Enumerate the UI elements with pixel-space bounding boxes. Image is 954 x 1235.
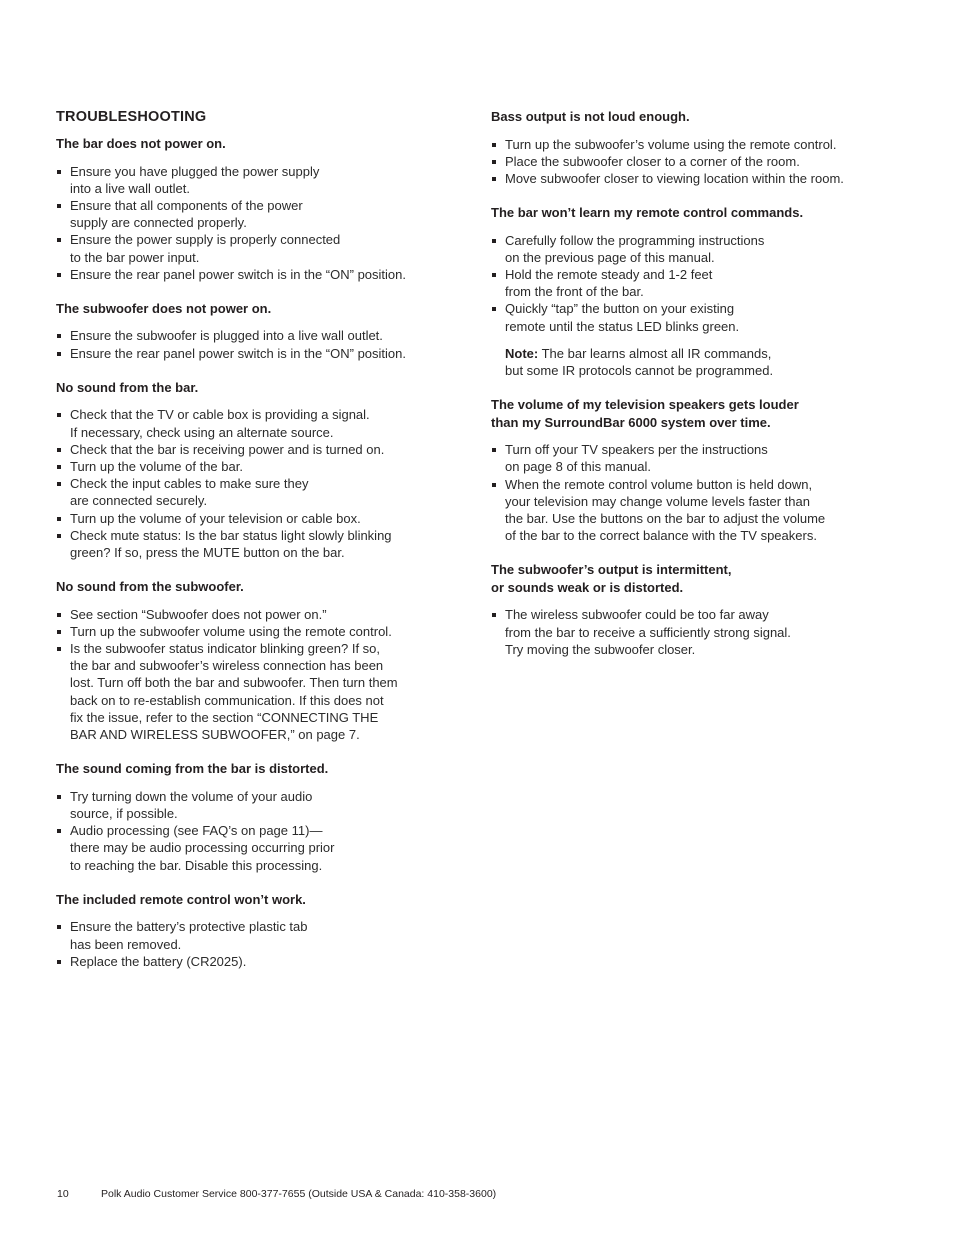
section-tv-speakers-louder bbox=[491, 396, 891, 544]
section-bass-output bbox=[491, 108, 891, 187]
section-remote-learning bbox=[491, 204, 891, 379]
bullet-list bbox=[491, 232, 891, 335]
section-remote-not-working bbox=[56, 891, 456, 970]
section-no-sound-bar bbox=[56, 379, 456, 561]
list-item: Carefully follow the programming instructions on the previous page of this manual. bbox=[491, 232, 891, 266]
page-number: 10 bbox=[57, 1188, 69, 1200]
bullet-list bbox=[56, 606, 456, 744]
list-item: Quickly “tap” the button on your existing remote until the status LED blinks green. bbox=[491, 300, 891, 334]
bullet-list bbox=[491, 606, 891, 658]
section-heading: The subwoofer’s output is intermittent, or sounds weak or is distorted. bbox=[491, 562, 732, 595]
section-subwoofer-intermittent bbox=[491, 561, 891, 658]
list-item: Ensure the rear panel power switch is in the “ON” position. bbox=[56, 266, 456, 283]
list-item: Turn up the volume of the bar. bbox=[56, 458, 456, 475]
note-text: The bar learns almost all IR commands, but some IR protocols cannot be programmed. bbox=[505, 345, 774, 379]
section-heading: The bar does not power on. bbox=[56, 136, 226, 151]
bullet-list bbox=[56, 327, 456, 361]
list-item: Check that the bar is receiving power and is turned on. bbox=[56, 441, 456, 458]
list-item: Ensure the battery’s protective plastic tab has been removed. bbox=[56, 918, 456, 952]
list-item: Turn up the subwoofer volume using the remote control. bbox=[56, 623, 456, 640]
list-item: Check mute status: Is the bar status light slowly blinking green? If so, press the MUTE button on the bar. bbox=[56, 527, 456, 561]
section-heading: The bar won’t learn my remote control commands. bbox=[491, 205, 804, 221]
section-heading: The included remote control won’t work. bbox=[56, 891, 306, 907]
list-item: Ensure that all components of the power supply are connected properly. bbox=[56, 197, 456, 231]
right-column bbox=[491, 108, 891, 675]
list-item: Is the subwoofer status indicator blinking green? If so, the bar and subwoofer’s wireless connection has been lost. Turn off both the bar and subwoofer. Then turn them back on to re-establish communication. If this does not fix the issue, refer to the section “CONNECTING THE BAR AND WIRELESS SUBWOOFER,” on page 7. bbox=[56, 640, 456, 743]
list-item: When the remote control volume button is held down, your television may change volume levels faster than the bar. Use the buttons on the bar to adjust the volume of the bar to the correct balance with the TV speakers. bbox=[491, 476, 891, 545]
bullet-list bbox=[56, 163, 456, 283]
section-bar-no-power bbox=[56, 135, 456, 283]
bullet-list bbox=[56, 918, 456, 970]
section-sound-distorted bbox=[56, 760, 456, 874]
list-item: The wireless subwoofer could be too far away from the bar to receive a sufficiently strong signal. Try moving the subwoofer closer. bbox=[491, 606, 891, 658]
list-item: Try turning down the volume of your audio source, if possible. bbox=[56, 788, 456, 822]
list-item: Move subwoofer closer to viewing location within the room. bbox=[491, 170, 891, 187]
left-column bbox=[56, 108, 456, 987]
list-item: Replace the battery (CR2025). bbox=[56, 953, 456, 970]
list-item: Check the input cables to make sure they are connected securely. bbox=[56, 475, 456, 509]
page-footer bbox=[57, 1188, 496, 1200]
bullet-list bbox=[491, 136, 891, 188]
section-no-sound-subwoofer bbox=[56, 578, 456, 743]
section-subwoofer-no-power bbox=[56, 300, 456, 362]
bullet-list bbox=[56, 406, 456, 561]
list-item: See section “Subwoofer does not power on.” bbox=[56, 606, 456, 623]
page-title: TROUBLESHOOTING bbox=[56, 109, 207, 125]
list-item: Check that the TV or cable box is providing a signal. If necessary, check using an alternate source. bbox=[56, 406, 456, 440]
bullet-list bbox=[491, 441, 891, 544]
section-heading: The subwoofer does not power on. bbox=[56, 300, 272, 316]
section-heading: No sound from the subwoofer. bbox=[56, 579, 244, 595]
list-item: Turn off your TV speakers per the instructions on page 8 of this manual. bbox=[491, 441, 891, 475]
section-heading: No sound from the bar. bbox=[56, 379, 199, 395]
section-heading: The volume of my television speakers gets louder than my SurroundBar 6000 system over time. bbox=[491, 397, 799, 430]
list-item: Audio processing (see FAQ’s on page 11)— there may be audio processing occurring prior to reaching the bar. Disable this processing. bbox=[56, 822, 456, 874]
section-heading: Bass output is not loud enough. bbox=[491, 109, 690, 124]
footer-text: Polk Audio Customer Service 800-377-7655 (Outside USA & Canada: 410-358-3600) bbox=[101, 1188, 497, 1200]
list-item: Ensure the power supply is properly connected to the bar power input. bbox=[56, 231, 456, 265]
section-heading: The sound coming from the bar is distorted. bbox=[56, 761, 329, 777]
list-item: Place the subwoofer closer to a corner of the room. bbox=[491, 153, 891, 170]
list-item: Ensure the rear panel power switch is in the “ON” position. bbox=[56, 345, 456, 362]
list-item: Ensure the subwoofer is plugged into a live wall outlet. bbox=[56, 327, 456, 344]
note-label: Note: bbox=[505, 345, 539, 361]
list-item: Turn up the subwoofer’s volume using the remote control. bbox=[491, 136, 891, 153]
list-item: Ensure you have plugged the power supply into a live wall outlet. bbox=[56, 163, 456, 197]
note bbox=[505, 345, 891, 379]
list-item: Turn up the volume of your television or cable box. bbox=[56, 510, 456, 527]
bullet-list bbox=[56, 788, 456, 874]
list-item: Hold the remote steady and 1-2 feet from the front of the bar. bbox=[491, 266, 891, 300]
